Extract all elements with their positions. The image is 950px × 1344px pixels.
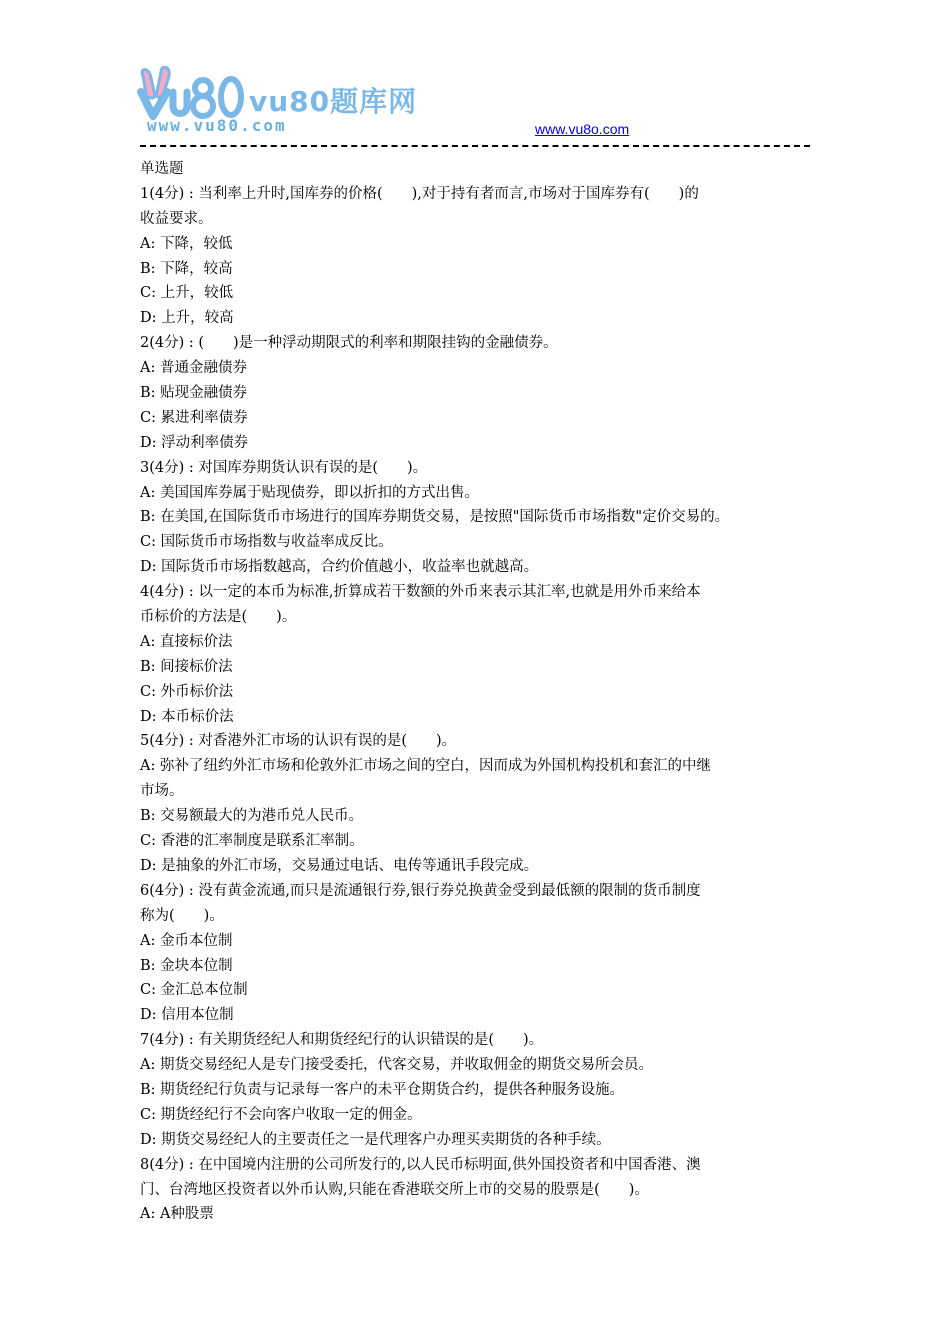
text-line: D: 本币标价法 — [140, 708, 234, 725]
text-line: A: 期货交易经纪人是专门接受委托，代客交易，并收取佣金的期货交易所会员。 — [140, 1057, 653, 1074]
text-line: A: A种股票 — [140, 1206, 214, 1223]
text-line: A: 金币本位制 — [140, 932, 233, 949]
text-line: C: 外币标价法 — [140, 683, 234, 700]
text-line: D: 信用本位制 — [140, 1007, 234, 1024]
text-line: 市场。 — [140, 783, 184, 800]
text-line: B: 贴现金融债券 — [140, 385, 248, 402]
text-line: 门、台湾地区投资者以外币认购,只能在香港联交所上市的交易的股票是( )。 — [140, 1181, 649, 1198]
text-line: A: 下降，较低 — [140, 235, 233, 252]
text-line: 1(4分) : 当利率上升时,国库券的价格( ),对于持有者而言,市场对于国库券有( )的 — [140, 185, 699, 202]
text-line: B: 在美国,在国际货币市场进行的国库券期货交易，是按照"国际货币市场指数"定价交易的。 — [140, 509, 730, 526]
text-line: D: 上升，较高 — [140, 310, 234, 327]
text-line: 5(4分) : 对香港外汇市场的认识有误的是( )。 — [140, 733, 457, 750]
text-line: C: 香港的汇率制度是联系汇率制。 — [140, 833, 364, 850]
text-line: 收益要求。 — [140, 210, 213, 227]
question-lines — [140, 182, 820, 1227]
text-line: A: 直接标价法 — [140, 633, 233, 650]
text-line: B: 间接标价法 — [140, 658, 233, 675]
text-line: 7(4分) : 有关期货经纪人和期货经纪行的认识错误的是( )。 — [140, 1032, 544, 1049]
text-line: B: 金块本位制 — [140, 957, 233, 974]
text-line: B: 期货经纪行负责与记录每一客户的未平仓期货合约，提供各种服务设施。 — [140, 1081, 625, 1098]
text-line: 称为( )。 — [140, 907, 224, 924]
text-line: 4(4分) : 以一定的本币为标准,折算成若干数额的外币来表示其汇率,也就是用外币来给本 — [140, 584, 701, 601]
text-line: C: 金汇总本位制 — [140, 982, 248, 999]
text-line: D: 浮动利率债券 — [140, 434, 249, 451]
text-line: C: 期货经纪行不会向客户收取一定的佣金。 — [140, 1106, 422, 1123]
text-line: D: 是抽象的外汇市场，交易通过电话、电传等通讯手段完成。 — [140, 857, 539, 874]
text-line: 币标价的方法是( )。 — [140, 609, 297, 626]
text-line: B: 下降，较高 — [140, 260, 233, 277]
text-line: A: 普通金融债券 — [140, 360, 247, 377]
section-title: 单选题 — [140, 161, 184, 177]
text-line: B: 交易额最大的为港币兑人民币。 — [140, 808, 364, 825]
logo-brand-text: vu80题库网 — [249, 85, 418, 118]
text-line: 6(4分) : 没有黄金流通,而只是流通银行券,银行券兑换黄金受到最低额的限制的货币制度 — [140, 882, 701, 899]
text-line: A: 弥补了纽约外汇市场和伦敦外汇市场之间的空白，因而成为外国机构投机和套汇的中继 — [140, 758, 711, 775]
logo-url-text: www.vu80.com — [147, 116, 287, 135]
header-divider — [140, 145, 810, 147]
text-line: A: 美国国库券属于贴现债券，即以折扣的方式出售。 — [140, 484, 479, 501]
text-line: 3(4分) : 对国库券期货认识有误的是( )。 — [140, 459, 428, 476]
text-line: C: 国际货币市场指数与收益率成反比。 — [140, 534, 393, 551]
site-link[interactable]: www.vu8o.com — [535, 121, 630, 137]
text-line: 2(4分) : ( )是一种浮动期限式的利率和期限挂钩的金融债券。 — [140, 335, 558, 352]
text-line: D: 国际货币市场指数越高，合约价值越小，收益率也就越高。 — [140, 559, 539, 576]
question-list — [140, 157, 820, 1227]
text-line: C: 上升，较低 — [140, 285, 234, 302]
text-line: 8(4分) : 在中国境内注册的公司所发行的,以人民币标明面,供外国投资者和中国香港、澳 — [140, 1156, 701, 1173]
text-line: C: 累进利率债券 — [140, 409, 248, 426]
vu80-logo — [137, 66, 418, 136]
text-line: D: 期货交易经纪人的主要责任之一是代理客户办理买卖期货的各种手续。 — [140, 1131, 611, 1148]
